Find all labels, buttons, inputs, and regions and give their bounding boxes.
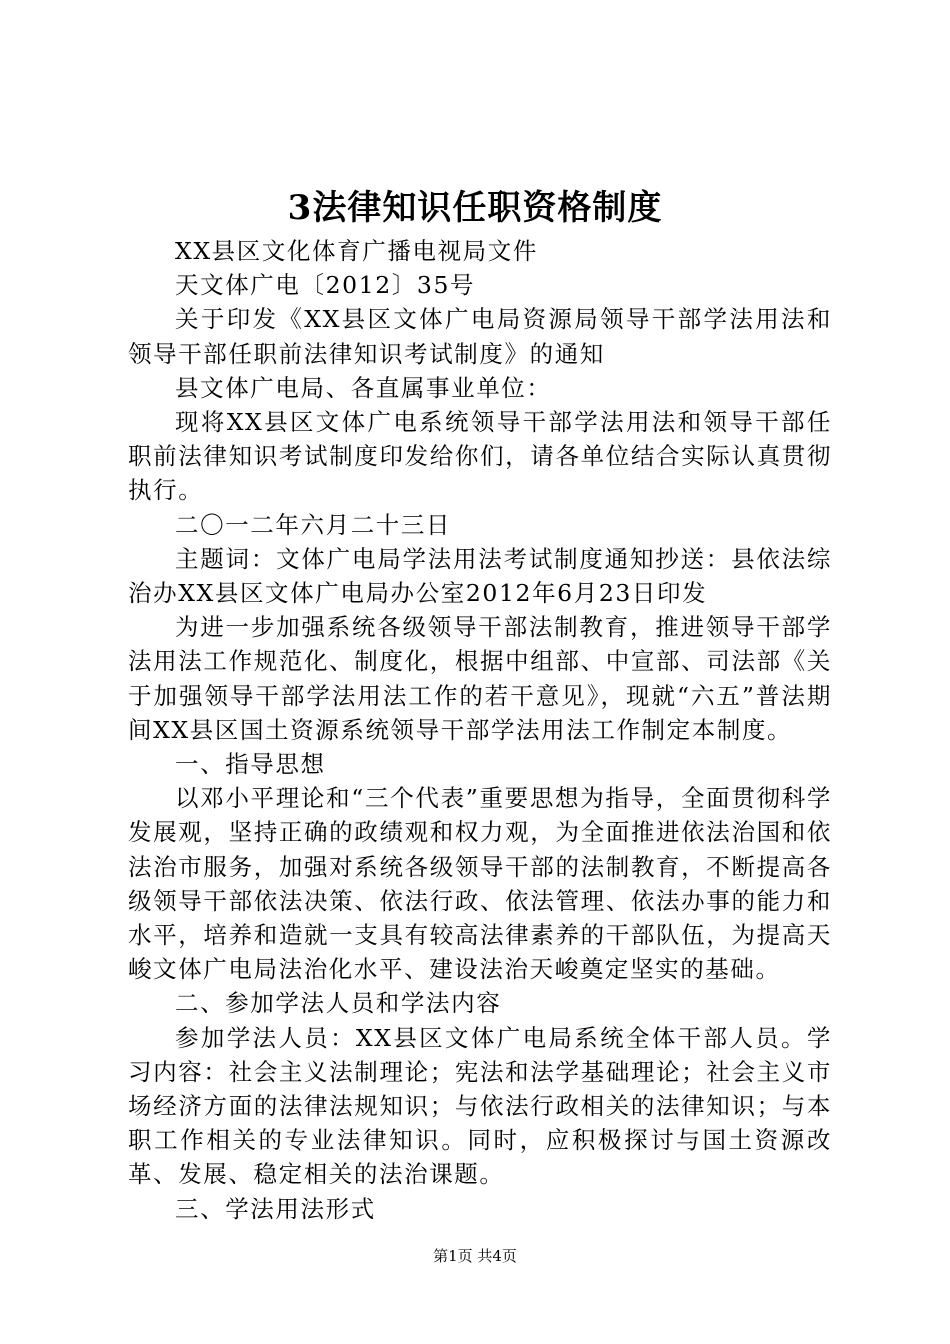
- issuer-line: XX县区文化体育广播电视局文件: [175, 237, 538, 265]
- recipients-line: 县文体广电局、各直属事业单位：: [175, 373, 552, 402]
- keywords-cc-line: 主题词：文体广电局学法用法考试制度通知抄送：县依法综治办XX县区文体广电局办公室2012年6月23日印发: [128, 544, 832, 608]
- notice-subject: 关于印发《XX县区文体广电局资源局领导干部学法用法和领导干部任职前法律知识考试制度》的通知: [128, 305, 832, 368]
- document-body: [128, 234, 832, 1226]
- section-heading-1: 一、指导思想: [175, 750, 326, 779]
- page-footer: 第1页 共4页: [433, 1247, 517, 1265]
- section-2-paragraph: 参加学法人员：XX县区文体广电局系统全体干部人员。学习内容：社会主义法制理论；宪法和法学基础理论；社会主义市场经济方面的法律法规知识；与依法行政相关的法律知识；与本职工作相关的专业法律知识。同时，应积极探讨与国土资源改革、发展、稳定相关的法治课题。: [128, 1023, 832, 1189]
- section-heading-2: 二、参加学法人员和学法内容: [175, 989, 502, 1018]
- section-1-paragraph: 以邓小平理论和“三个代表”重要思想为指导，全面贯彻科学发展观，坚持正确的政绩观和权力观，为全面推进依法治国和依法治市服务，加强对系统各级领导干部的法制教育，不断提高各级领导干部依法决策、依法行政、依法管理、依法办事的能力和水平，培养和造就一支具有较高法律素养的干部队伍，为提高天峻文体广电局法治化水平、建设法治天峻奠定坚实的基础。: [128, 784, 832, 984]
- preamble-paragraph: 为进一步加强系统各级领导干部法制教育，推进领导干部学法用法工作规范化、制度化，根据中组部、中宣部、司法部《关于加强领导干部学法用法工作的若干意见》，现就“六五”普法期间XX县区国土资源系统领导干部学法用法工作制定本制度。: [128, 613, 832, 744]
- section-heading-3: 三、学法用法形式: [175, 1194, 376, 1223]
- date-line: 二〇一二年六月二十三日: [175, 510, 452, 539]
- notice-paragraph: 现将XX县区文体广电系统领导干部学法用法和领导干部任职前法律知识考试制度印发给你们，请各单位结合实际认真贯彻执行。: [128, 408, 832, 505]
- document-number: 天文体广电〔2012〕35号: [175, 271, 476, 300]
- document-title: 3法律知识任职资格制度: [287, 188, 663, 228]
